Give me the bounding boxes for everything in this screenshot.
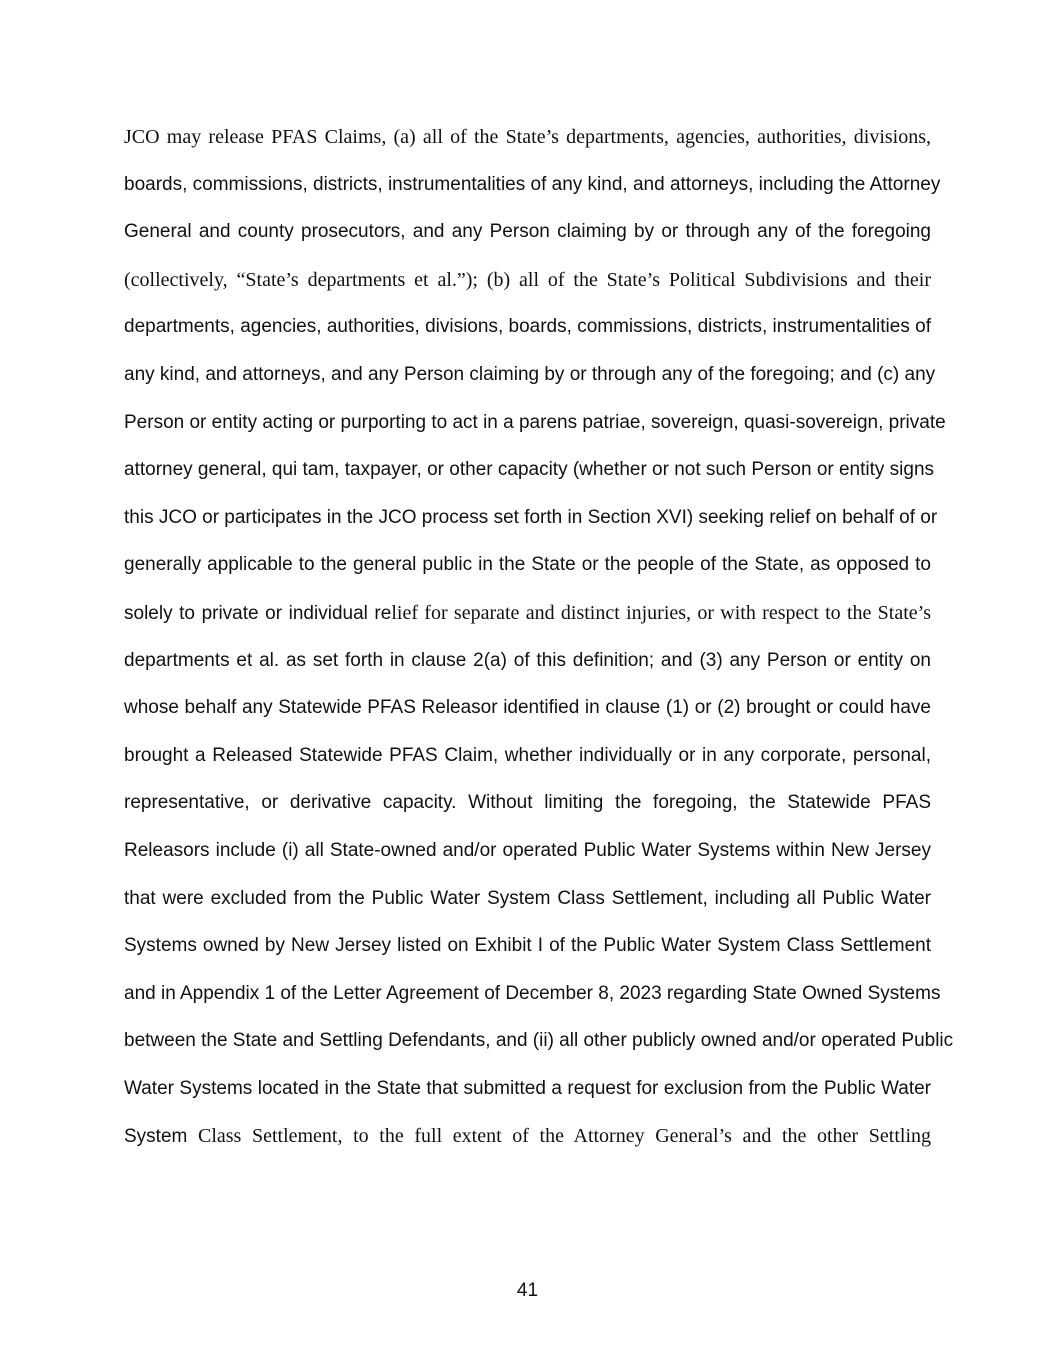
text-line: brought a Released Statewide PFAS Claim, whether individually or in any corporate, personal, [124, 744, 931, 766]
text-line: departments, agencies, authorities, divisions, boards, commissions, districts, instrumentalities of [124, 316, 931, 338]
text-line [124, 595, 931, 643]
text-line: General and county prosecutors, and any Person claiming by or through any of the foregoing [124, 221, 931, 243]
text-segment-sans: solely to private or individual re [124, 602, 392, 624]
body-paragraph [124, 119, 954, 1166]
text-line: any kind, and attorneys, and any Person claiming by or through any of the foregoing; and (c) any [124, 363, 936, 385]
text-line: representative, or derivative capacity. Without limiting the foregoing, the Statewide PFAS [124, 792, 931, 814]
text-line: departments et al. as set forth in clause 2(a) of this definition; and (3) any Person or entity on [124, 649, 931, 671]
text-line [124, 1118, 931, 1166]
text-line: this JCO or participates in the JCO process set forth in Section XVI) seeking relief on behalf of or [124, 506, 938, 528]
text-line: whose behalf any Statewide PFAS Releasor identified in clause (1) or (2) brought or could have [124, 697, 931, 719]
text-segment-serif: Class Settlement, to the full extent of the Attorney General’s and the other Settling [187, 1125, 931, 1148]
text-line: generally applicable to the general public in the State or the people of the State, as opposed to [124, 554, 931, 576]
text-line: and in Appendix 1 of the Letter Agreement of December 8, 2023 regarding State Owned Systems [124, 982, 941, 1004]
text-line: boards, commissions, districts, instrumentalities of any kind, and attorneys, including the Attorney [124, 173, 941, 195]
text-line: Person or entity acting or purporting to act in a parens patriae, sovereign, quasi-sovereign, private [124, 411, 946, 433]
text-line: JCO may release PFAS Claims, (a) all of the State’s departments, agencies, authorities, divisions, [124, 126, 931, 148]
page-number: 41 [516, 1280, 539, 1301]
text-segment-sans: System [124, 1126, 188, 1148]
text-line: attorney general, qui tam, taxpayer, or other capacity (whether or not such Person or entity signs [124, 459, 935, 481]
text-line: Systems owned by New Jersey listed on Exhibit I of the Public Water System Class Settlement [124, 935, 931, 957]
text-line: between the State and Settling Defendants, and (ii) all other publicly owned and/or operated Public [124, 1030, 954, 1052]
text-segment-serif: lief for separate and distinct injuries, or with respect to the State’s [391, 601, 931, 624]
text-line: that were excluded from the Public Water System Class Settlement, including all Public Water [124, 887, 931, 909]
text-line: Water Systems located in the State that submitted a request for exclusion from the Public Water [124, 1077, 931, 1099]
text-line: (collectively, “State’s departments et al.”); (b) all of the State’s Political Subdivisions and their [124, 268, 931, 291]
text-line: Releasors include (i) all State-owned and/or operated Public Water Systems within New Jersey [124, 839, 931, 861]
